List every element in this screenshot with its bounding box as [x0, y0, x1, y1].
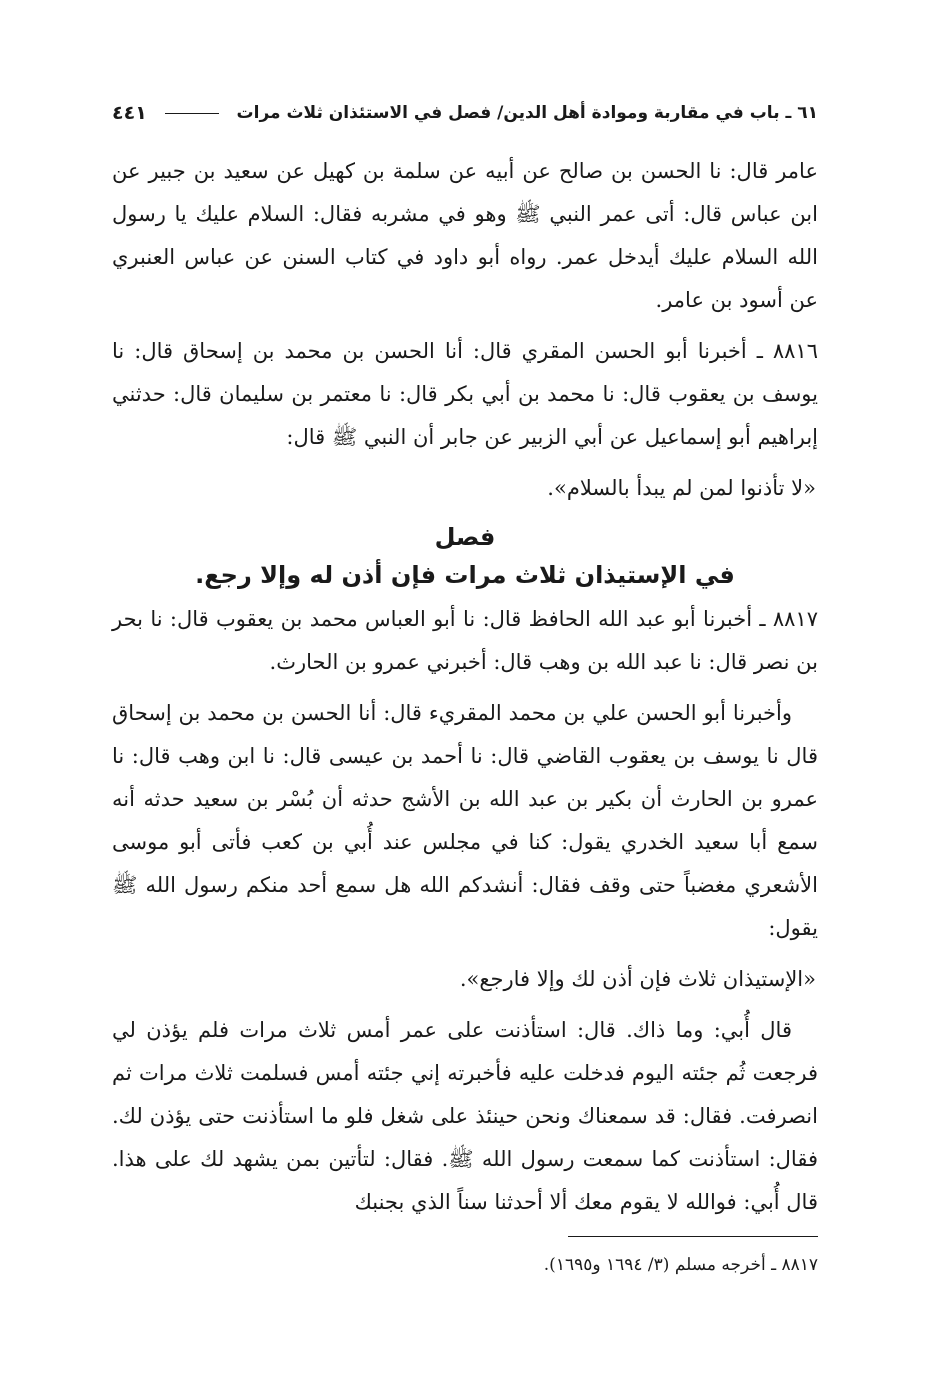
- hadith-quote: «لا تأذنوا لمن لم يبدأ بالسلام».: [547, 476, 816, 500]
- section-subtitle: في الإستيذان ثلاث مرات فإن أذن له وإلا رجع.: [195, 561, 735, 589]
- main-text: [112, 150, 818, 1232]
- paragraph-narrative: قال أُبي: وما ذاك. قال: استأذنت على عمر أمس ثلاث مرات فلم يؤذن لي فرجعت ثُم جئته اليوم فدخلت عليه فأخبرته إني جئته أمس فسلمت ثلاث مرات ثم انصرفت. فقال: قد سمعناك ونحن حينئذ على شغل فلو ما استأذنت حتى يؤذن لك. فقال: استأذنت كما سمعت رسول الله ﷺ. فقال: لتأتين بمن يشهد لك على هذا. قال أُبي: فوالله لا يقوم معك ألا أحدثنا سناً الذي بجنبك: [112, 1018, 818, 1214]
- hadith-8816: ٨٨١٦ ـ أخبرنا أبو الحسن المقري قال: أنا الحسن بن محمد بن إسحاق قال: نا يوسف بن يعقوب قال: نا محمد بن أبي بكر قال: نا معتمر بن سليمان قال: حدثني إبراهيم أبو إسماعيل عن أبي الزبير عن جابر أن النبي ﷺ قال:: [112, 339, 818, 449]
- running-title: ٦١ ـ باب في مقاربة وموادة أهل الدين/ فصل في الاستئذان ثلاث مرات: [236, 103, 818, 123]
- paragraph-chain: وأخبرنا أبو الحسن علي بن محمد المقريء قال: أنا الحسن بن محمد بن إسحاق قال نا يوسف بن يعقوب القاضي قال: نا أحمد بن عيسى قال: نا ابن وهب قال: نا عمرو بن الحارث أن بكير بن عبد الله بن الأشج حدثه أن بُسْر بن سعيد حدثه أنه سمع أبا سعيد الخدري يقول: كنا في مجلس عند أُبي بن كعب فأتى أبو موسى الأشعري مغضباً حتى وقف فقال: أنشدكم الله هل سمع أحد منكم رسول الله ﷺ يقول:: [112, 701, 818, 940]
- footnote-rule: [568, 1236, 818, 1237]
- hadith-8817: ٨٨١٧ ـ أخبرنا أبو عبد الله الحافظ قال: نا أبو العباس محمد بن يعقوب قال: نا بحر بن نصر قال: نا عبد الله بن وهب قال: أخبرني عمرو بن الحارث.: [112, 607, 818, 674]
- section-heading: [112, 518, 818, 594]
- paragraph-continuation: عامر قال: نا الحسن بن صالح عن أبيه عن سلمة بن كهيل عن سعيد بن جبير عن ابن عباس قال: أتى عمر النبي ﷺ وهو في مشربه فقال: السلام عليك يا رسول الله السلام عليك أيدخل عمر. رواه أبو داود في كتاب السنن عن عباس العنبري عن أسود بن عامر.: [112, 159, 818, 312]
- hadith-quote-isti: «الإستيذان ثلاث فإن أذن لك وإلا فارجع».: [459, 967, 816, 991]
- section-title: فصل: [434, 523, 496, 551]
- page-header: [112, 96, 818, 130]
- header-rule: [165, 113, 219, 114]
- footnote: ٨٨١٧ ـ أخرجه مسلم (٣/ ١٦٩٤ و١٦٩٥).: [543, 1255, 818, 1275]
- page-number: ٤٤١: [112, 102, 147, 124]
